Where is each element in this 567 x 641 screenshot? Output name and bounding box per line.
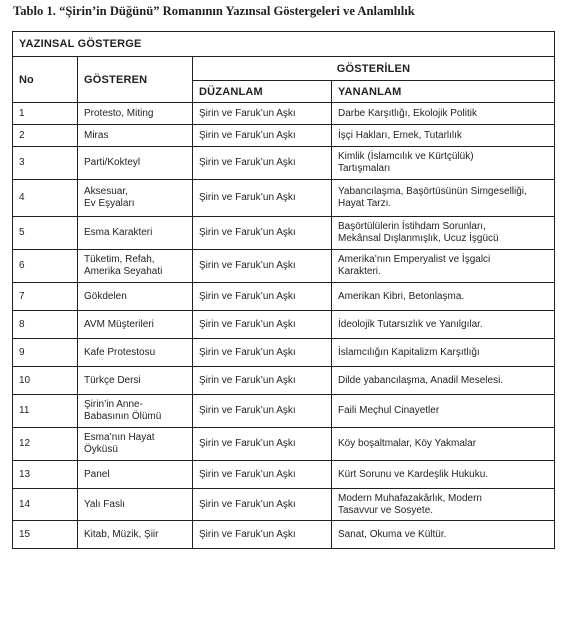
duzanlam-cell: Şirin ve Faruk’un Aşkı: [193, 147, 332, 180]
gosteren-cell: [78, 217, 193, 250]
yananlam-line: Mekânsal Dışlanmışlık, Ucuz İşgücü: [338, 233, 499, 244]
gosteren-cell: [78, 283, 193, 311]
yananlam-cell: [332, 367, 555, 395]
table-row: [13, 125, 555, 147]
yananlam-line: Karakteri.: [338, 266, 381, 277]
header-no: No: [13, 57, 78, 103]
semiotic-table: [12, 31, 555, 549]
yananlam-line: Başörtülülerin İstihdam Sorunları,: [338, 221, 486, 232]
section-header-row: [13, 32, 555, 57]
duzanlam-cell: Şirin ve Faruk’un Aşkı: [193, 103, 332, 125]
yananlam-cell: [332, 339, 555, 367]
yananlam-cell: [332, 461, 555, 489]
yananlam-cell: [332, 217, 555, 250]
row-number: 7: [13, 283, 78, 311]
duzanlam-cell: Şirin ve Faruk’un Aşkı: [193, 283, 332, 311]
yananlam-cell: [332, 147, 555, 180]
table-row: [13, 103, 555, 125]
duzanlam-cell: Şirin ve Faruk’un Aşkı: [193, 428, 332, 461]
header-yananlam: YANANLAM: [332, 81, 555, 103]
yananlam-line: Hayat Tarzı.: [338, 198, 392, 209]
gosteren-cell: [78, 489, 193, 521]
yananlam-line: Kürt Sorunu ve Kardeşlik Hukuku.: [338, 468, 489, 480]
gosteren-line: Esma Karakteri: [84, 227, 153, 238]
yananlam-cell: [332, 489, 555, 521]
gosteren-line: Gökdelen: [84, 290, 127, 302]
gosteren-line: Aksesuar,: [84, 186, 128, 197]
duzanlam-cell: Şirin ve Faruk’un Aşkı: [193, 461, 332, 489]
gosteren-line: Kafe Protestosu: [84, 346, 156, 358]
table-row: [13, 339, 555, 367]
gosteren-cell: [78, 180, 193, 217]
yananlam-cell: [332, 428, 555, 461]
yananlam-line: Köy boşaltmalar, Köy Yakmalar: [338, 438, 477, 449]
yananlam-line: Yabancılaşma, Başörtüsünün Simgeselliği,: [338, 186, 527, 197]
section-title: YAZINSAL GÖSTERGE: [13, 32, 555, 57]
duzanlam-cell: Şirin ve Faruk’un Aşkı: [193, 367, 332, 395]
row-number: 1: [13, 103, 78, 125]
gosteren-line: Esma’nın Hayat: [84, 432, 155, 443]
table-row: [13, 180, 555, 217]
gosteren-line: Parti/Kokteyl: [84, 157, 141, 168]
gosteren-cell: [78, 147, 193, 180]
row-number: 11: [13, 395, 78, 428]
yananlam-cell: [332, 250, 555, 283]
row-number: 5: [13, 217, 78, 250]
yananlam-cell: [332, 125, 555, 147]
table-body: [13, 103, 555, 549]
table-row: [13, 461, 555, 489]
row-number: 9: [13, 339, 78, 367]
gosteren-line: Tüketim, Refah,: [84, 254, 155, 265]
row-number: 8: [13, 311, 78, 339]
yananlam-line: Modern Muhafazakârlık, Modern: [338, 492, 482, 504]
table-caption: Tablo 1. “Şirin’in Düğünü” Romanının Yazınsal Göstergeleri ve Anlamlılık: [13, 4, 415, 18]
row-number: 13: [13, 461, 78, 489]
row-number: 3: [13, 147, 78, 180]
duzanlam-cell: Şirin ve Faruk’un Aşkı: [193, 489, 332, 521]
duzanlam-cell: Şirin ve Faruk’un Aşkı: [193, 311, 332, 339]
table-row: [13, 395, 555, 428]
yananlam-line: Kimlik (İslamcılık ve Kürtçülük): [338, 151, 474, 162]
gosteren-line: AVM Müşterileri: [84, 318, 154, 330]
gosteren-line: Amerika Seyahati: [84, 266, 163, 277]
gosteren-line: Ev Eşyaları: [84, 198, 135, 209]
row-number: 14: [13, 489, 78, 521]
table-row: [13, 283, 555, 311]
yananlam-cell: [332, 395, 555, 428]
yananlam-cell: [332, 103, 555, 125]
header-row-top: [13, 57, 555, 81]
duzanlam-cell: Şirin ve Faruk’un Aşkı: [193, 339, 332, 367]
gosteren-line: Yalı Faslı: [84, 498, 125, 510]
table-row: [13, 489, 555, 521]
gosteren-cell: [78, 521, 193, 549]
yananlam-line: Darbe Karşıtlığı, Ekolojik Politik: [338, 107, 477, 119]
duzanlam-cell: Şirin ve Faruk’un Aşkı: [193, 395, 332, 428]
row-number: 12: [13, 428, 78, 461]
header-duzanlam: DÜZANLAM: [193, 81, 332, 103]
gosteren-line: Türkçe Dersi: [84, 374, 141, 386]
yananlam-line: Tasavvur ve Sosyete.: [338, 504, 434, 516]
yananlam-line: Tartışmaları: [338, 163, 391, 174]
duzanlam-cell: Şirin ve Faruk’un Aşkı: [193, 250, 332, 283]
row-number: 15: [13, 521, 78, 549]
duzanlam-cell: Şirin ve Faruk’un Aşkı: [193, 521, 332, 549]
gosteren-cell: [78, 103, 193, 125]
row-number: 2: [13, 125, 78, 147]
gosteren-line: Panel: [84, 468, 110, 480]
gosteren-cell: [78, 250, 193, 283]
gosteren-cell: [78, 428, 193, 461]
yananlam-cell: [332, 521, 555, 549]
yananlam-line: İslamcılığın Kapitalizm Karşıtlığı: [338, 346, 480, 358]
yananlam-line: Amerika’nın Emperyalist ve İşgalci: [338, 254, 491, 265]
yananlam-line: Faili Meçhul Cinayetler: [338, 405, 440, 416]
gosteren-line: Şirin’in Anne-: [84, 399, 143, 410]
yananlam-cell: [332, 311, 555, 339]
table-row: [13, 428, 555, 461]
yananlam-cell: [332, 180, 555, 217]
gosteren-cell: [78, 367, 193, 395]
table-row: [13, 147, 555, 180]
gosteren-cell: [78, 125, 193, 147]
duzanlam-cell: Şirin ve Faruk’un Aşkı: [193, 217, 332, 250]
yananlam-line: Sanat, Okuma ve Kültür.: [338, 528, 447, 540]
gosteren-line: Öyküsü: [84, 444, 118, 455]
gosteren-line: Babasının Ölümü: [84, 411, 162, 422]
gosteren-cell: [78, 461, 193, 489]
header-gosteren: GÖSTEREN: [78, 57, 193, 103]
gosteren-line: Miras: [84, 129, 109, 141]
row-number: 6: [13, 250, 78, 283]
yananlam-line: Amerikan Kibri, Betonlaşma.: [338, 290, 465, 302]
yananlam-line: İdeolojik Tutarsızlık ve Yanılgılar.: [338, 318, 483, 330]
gosteren-cell: [78, 311, 193, 339]
row-number: 10: [13, 367, 78, 395]
row-number: 4: [13, 180, 78, 217]
duzanlam-cell: Şirin ve Faruk’un Aşkı: [193, 125, 332, 147]
yananlam-line: İşçi Hakları, Emek, Tutarlılık: [338, 129, 462, 141]
gosteren-cell: [78, 339, 193, 367]
duzanlam-cell: Şirin ve Faruk’un Aşkı: [193, 180, 332, 217]
gosteren-cell: [78, 395, 193, 428]
yananlam-cell: [332, 283, 555, 311]
header-gosterilen: GÖSTERİLEN: [193, 57, 555, 81]
table-row: [13, 217, 555, 250]
gosteren-line: Protesto, Miting: [84, 107, 154, 119]
table-row: [13, 311, 555, 339]
table-row: [13, 367, 555, 395]
table-row: [13, 250, 555, 283]
yananlam-line: Dilde yabancılaşma, Anadil Meselesi.: [338, 374, 504, 386]
gosteren-line: Kitab, Müzik, Şiir: [84, 528, 159, 540]
table-row: [13, 521, 555, 549]
